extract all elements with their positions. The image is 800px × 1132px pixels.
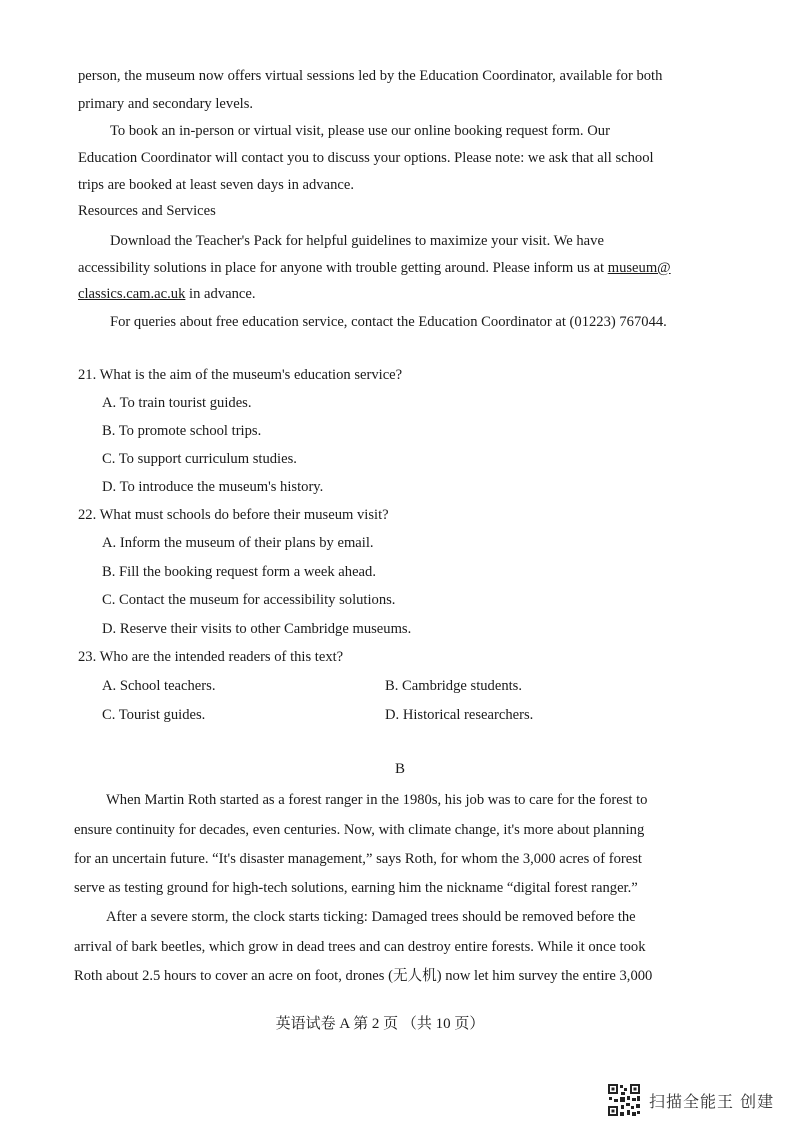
question-option: A. Inform the museum of their plans by email. <box>102 535 374 551</box>
question-option: A. School teachers. <box>102 678 216 694</box>
passage-b-line: arrival of bark beetles, which grow in dead trees and can destroy entire forests. While it once took <box>74 939 646 955</box>
passage-b-title: B <box>394 761 405 777</box>
passage-b-line: for an uncertain future. “It's disaster management,” says Roth, for whom the 3,000 acres of forest <box>74 851 642 867</box>
passage-a-line: For queries about free education service, contact the Education Coordinator at (01223) 767044. <box>110 314 667 330</box>
question-option: B. To promote school trips. <box>102 423 262 439</box>
question-option: B. Cambridge students. <box>385 678 523 694</box>
question-stem: 22. What must schools do before their museum visit? <box>78 507 389 523</box>
question-option: B. Fill the booking request form a week ahead. <box>102 564 376 580</box>
question-option: D. Historical researchers. <box>385 707 534 723</box>
question-option: C. Tourist guides. <box>102 707 206 723</box>
question-stem: 21. What is the aim of the museum's education service? <box>78 367 403 383</box>
passage-a-line: person, the museum now offers virtual sessions led by the Education Coordinator, available for both <box>78 68 663 84</box>
page-footer: 英语试卷 A 第 2 页 （共 10 页） <box>275 1016 485 1032</box>
scanner-watermark <box>607 1084 774 1116</box>
passage-a-line: accessibility solutions in place for anyone with trouble getting around. Please inform us at museum@ <box>78 260 671 276</box>
passage-b-line: Roth about 2.5 hours to cover an acre on foot, drones (无人机) now let him survey the entire 3,000 <box>74 968 653 984</box>
passage-b-line: After a severe storm, the clock starts ticking: Damaged trees should be removed before the <box>106 909 636 925</box>
passage-a-line: To book an in-person or virtual visit, please use our online booking request form. Our <box>110 123 610 139</box>
question-option: A. To train tourist guides. <box>102 395 252 411</box>
email-link[interactable]: classics.cam.ac.uk <box>78 286 186 302</box>
email-link[interactable]: museum@ <box>607 260 671 276</box>
question-stem: 23. Who are the intended readers of this text? <box>78 649 344 665</box>
watermark-text: 扫描全能王 创建 <box>649 1091 775 1111</box>
passage-a-line: Education Coordinator will contact you to discuss your options. Please note: we ask that all school <box>78 150 654 166</box>
passage-a-line: trips are booked at least seven days in advance. <box>78 177 354 193</box>
passage-b-line: ensure continuity for decades, even centuries. Now, with climate change, it's more about planning <box>74 822 645 838</box>
section-heading: Resources and Services <box>78 203 216 219</box>
question-option: D. Reserve their visits to other Cambridge museums. <box>102 621 412 637</box>
qr-code-icon <box>607 1083 641 1117</box>
passage-b-line: When Martin Roth started as a forest ranger in the 1980s, his job was to care for the forest to <box>106 792 648 808</box>
question-option: C. Contact the museum for accessibility solutions. <box>102 592 396 608</box>
passage-a-line: classics.cam.ac.uk in advance. <box>78 286 256 302</box>
passage-a-line: Download the Teacher's Pack for helpful guidelines to maximize your visit. We have <box>110 233 604 249</box>
question-option: D. To introduce the museum's history. <box>102 479 324 495</box>
passage-b-line: serve as testing ground for high-tech solutions, earning him the nickname “digital forest ranger.” <box>74 880 638 896</box>
passage-a-line: primary and secondary levels. <box>78 96 254 112</box>
question-option: C. To support curriculum studies. <box>102 451 297 467</box>
